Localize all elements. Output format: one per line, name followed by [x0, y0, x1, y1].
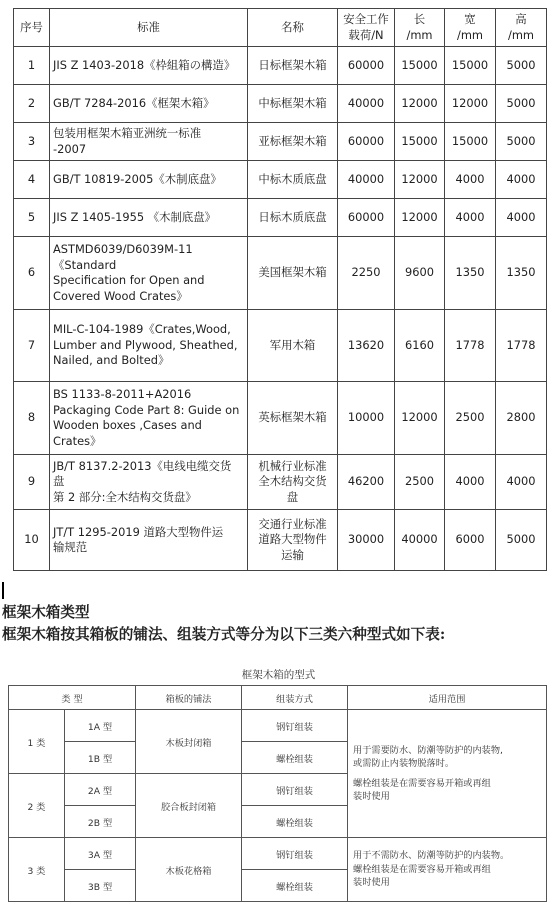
name-line: 中标木质底盘 — [258, 171, 327, 186]
name-cell — [248, 161, 338, 199]
row-number-cell: 1 — [14, 47, 50, 85]
name-line: 道路大型物件 — [258, 532, 327, 547]
assembly-cell: 钢钉组装 — [242, 838, 348, 870]
panel-cell: 木板封闭箱 — [136, 710, 242, 774]
height-cell: 4000 — [496, 455, 547, 510]
standard-cell — [50, 455, 248, 510]
types-header-category: 类 型 — [9, 686, 136, 710]
standard-cell — [50, 382, 248, 455]
header-height: 高 /mm — [496, 9, 547, 47]
height-cell: 2800 — [496, 382, 547, 455]
standard-cell — [50, 161, 248, 199]
standard-line: ASTMD6039/D6039M-11 — [53, 242, 193, 256]
standard-line: JIS Z 1403-2018《枠組箱の構造》 — [53, 57, 236, 72]
row-number-cell: 8 — [14, 382, 50, 455]
assembly-cell: 螺栓组装 — [242, 742, 348, 774]
table-row — [14, 85, 547, 123]
load-cell: 2250 — [338, 237, 395, 310]
length-cell: 40000 — [395, 510, 445, 571]
name-line: 盘 — [286, 489, 299, 504]
standard-line: Crates》 — [53, 433, 102, 448]
load-cell: 13620 — [338, 310, 395, 382]
name-cell — [248, 510, 338, 571]
standard-line: Lumber and Plywood, Sheathed, — [53, 337, 238, 352]
type-cell: 1B 型 — [65, 742, 136, 774]
name-cell — [248, 382, 338, 455]
name-line: 亚标框架木箱 — [258, 133, 327, 148]
height-cell: 4000 — [496, 199, 547, 237]
name-line: 军用木箱 — [269, 337, 316, 352]
length-cell: 12000 — [395, 85, 445, 123]
standard-line: 盘 — [53, 474, 65, 489]
standard-cell — [50, 123, 248, 161]
assembly-cell: 钢钉组装 — [242, 774, 348, 806]
table-row — [14, 310, 547, 382]
height-cell: 5000 — [496, 123, 547, 161]
standard-cell — [50, 85, 248, 123]
width-cell: 2500 — [445, 382, 496, 455]
load-cell: 60000 — [338, 199, 395, 237]
width-cell: 1778 — [445, 310, 496, 382]
width-cell: 4000 — [445, 455, 496, 510]
row-number-cell: 5 — [14, 199, 50, 237]
standard-line: JT/T 1295-2019 道路大型物件运 — [53, 524, 224, 539]
standard-line: JIS Z 1405-1955 《木制底盘》 — [53, 209, 217, 224]
scope-cell: 用于需要防水、防潮等防护的内装物, 或需防止内装物脱落时。 螺栓组装是在需要容易开箱或再组 装时使用 — [348, 710, 547, 838]
name-line: 运输 — [281, 547, 304, 562]
name-line: 日标框架木箱 — [258, 57, 327, 72]
row-number-cell: 4 — [14, 161, 50, 199]
types-table-caption: 框架木箱的型式 — [241, 669, 316, 681]
width-cell: 4000 — [445, 199, 496, 237]
standard-line: GB/T 7284-2016《框架木箱》 — [53, 95, 215, 110]
row-number-cell: 3 — [14, 123, 50, 161]
scope-cell: 用于不需防水、防潮等防护的内装物。 螺栓组装是在需要容易开箱或再组 装时使用 — [348, 838, 547, 902]
types-header-row — [9, 686, 547, 710]
load-cell: 40000 — [338, 161, 395, 199]
standard-line: 输规范 — [53, 540, 88, 554]
standard-line: BS 1133-8-2011+A2016 — [53, 387, 192, 401]
text-cursor — [2, 582, 4, 599]
length-cell: 6160 — [395, 310, 445, 382]
length-cell: 12000 — [395, 161, 445, 199]
height-cell: 5000 — [496, 85, 547, 123]
standard-cell — [50, 47, 248, 85]
table-row — [14, 455, 547, 510]
load-cell: 60000 — [338, 123, 395, 161]
standard-cell — [50, 310, 248, 382]
header-load: 安全工作 载荷/N — [338, 9, 395, 47]
name-line: 英标框架木箱 — [258, 410, 327, 425]
row-number-cell: 10 — [14, 510, 50, 571]
standard-cell — [50, 237, 248, 310]
types-header-assembly: 组装方式 — [242, 686, 348, 710]
standard-line: Packaging Code Part 8: Guide on — [53, 402, 240, 417]
row-number-cell: 9 — [14, 455, 50, 510]
length-cell: 2500 — [395, 455, 445, 510]
name-line: 日标木质底盘 — [258, 209, 327, 224]
section-heading: 框架木箱类型 — [2, 604, 90, 621]
standard-line: Wooden boxes ,Cases and — [53, 418, 202, 432]
length-cell: 15000 — [395, 47, 445, 85]
load-cell: 40000 — [338, 85, 395, 123]
name-line: 机械行业标准 — [258, 458, 327, 473]
standard-line: MIL-C-104-1989《Crates,Wood, — [53, 322, 231, 337]
load-cell: 60000 — [338, 47, 395, 85]
height-cell: 5000 — [496, 47, 547, 85]
type-cell: 3B 型 — [65, 870, 136, 902]
type-cell: 1A 型 — [65, 710, 136, 742]
header-no: 序号 — [14, 9, 50, 47]
table-row — [9, 710, 547, 742]
width-cell: 12000 — [445, 85, 496, 123]
standard-line: 《Standard — [53, 257, 117, 272]
standard-line: -2007 — [53, 141, 87, 156]
name-cell — [248, 47, 338, 85]
height-cell: 1778 — [496, 310, 547, 382]
panel-cell: 木板花格箱 — [136, 838, 242, 902]
table-row — [14, 510, 547, 571]
standard-line: 包装用框架木箱亚洲统一标准 — [53, 126, 202, 140]
load-cell: 30000 — [338, 510, 395, 571]
name-line: 交通行业标准 — [258, 516, 327, 531]
load-cell: 10000 — [338, 382, 395, 455]
height-cell: 1350 — [496, 237, 547, 310]
table-row — [14, 47, 547, 85]
types-table — [8, 685, 547, 902]
standard-cell — [50, 510, 248, 571]
assembly-cell: 螺栓组装 — [242, 870, 348, 902]
type-cell: 2B 型 — [65, 806, 136, 838]
table-row — [14, 123, 547, 161]
length-cell: 15000 — [395, 123, 445, 161]
table-row — [14, 237, 547, 310]
name-cell — [248, 199, 338, 237]
name-cell — [248, 455, 338, 510]
name-cell — [248, 310, 338, 382]
type-cell: 3A 型 — [65, 838, 136, 870]
name-line: 中标框架木箱 — [258, 95, 327, 110]
table-row — [14, 161, 547, 199]
name-line: 美国框架木箱 — [258, 265, 327, 280]
standard-line: GB/T 10819-2005《木制底盘》 — [53, 171, 222, 186]
load-cell: 46200 — [338, 455, 395, 510]
height-cell: 5000 — [496, 510, 547, 571]
row-number-cell: 2 — [14, 85, 50, 123]
table-row — [14, 382, 547, 455]
width-cell: 4000 — [445, 161, 496, 199]
height-cell: 4000 — [496, 161, 547, 199]
standard-line: JB/T 8137.2-2013《电线电缆交货 — [53, 458, 232, 473]
class-cell: 3 类 — [9, 838, 65, 902]
class-cell: 2 类 — [9, 774, 65, 838]
name-cell — [248, 123, 338, 161]
table-row — [9, 838, 547, 870]
length-cell: 12000 — [395, 199, 445, 237]
assembly-cell: 钢钉组装 — [242, 710, 348, 742]
standards-table — [13, 8, 547, 571]
length-cell: 9600 — [395, 237, 445, 310]
header-length: 长 /mm — [395, 9, 445, 47]
name-line: 全木结构交货 — [258, 474, 327, 489]
standard-cell — [50, 199, 248, 237]
name-cell — [248, 85, 338, 123]
header-width: 宽 /mm — [445, 9, 496, 47]
standard-line: 第 2 部分:全木结构交货盘》 — [53, 489, 197, 504]
header-name: 名称 — [248, 9, 338, 47]
standard-line: Nailed, and Bolted》 — [53, 353, 170, 368]
header-standard: 标准 — [50, 9, 248, 47]
length-cell: 12000 — [395, 382, 445, 455]
width-cell: 1350 — [445, 237, 496, 310]
standard-line: Covered Wood Crates》 — [53, 288, 188, 303]
width-cell: 15000 — [445, 47, 496, 85]
row-number-cell: 7 — [14, 310, 50, 382]
standard-line: Specification for Open and — [53, 273, 205, 287]
row-number-cell: 6 — [14, 237, 50, 310]
types-header-panel: 箱板的铺法 — [136, 686, 242, 710]
types-header-scope: 适用范围 — [348, 686, 547, 710]
width-cell: 6000 — [445, 510, 496, 571]
width-cell: 15000 — [445, 123, 496, 161]
assembly-cell: 螺栓组装 — [242, 806, 348, 838]
section-subheading: 框架木箱按其箱板的铺法、组装方式等分为以下三类六种型式如下表: — [2, 626, 446, 643]
table-header-row — [14, 9, 547, 47]
name-cell — [248, 237, 338, 310]
class-cell: 1 类 — [9, 710, 65, 774]
table-row — [14, 199, 547, 237]
type-cell: 2A 型 — [65, 774, 136, 806]
panel-cell: 胶合板封闭箱 — [136, 774, 242, 838]
